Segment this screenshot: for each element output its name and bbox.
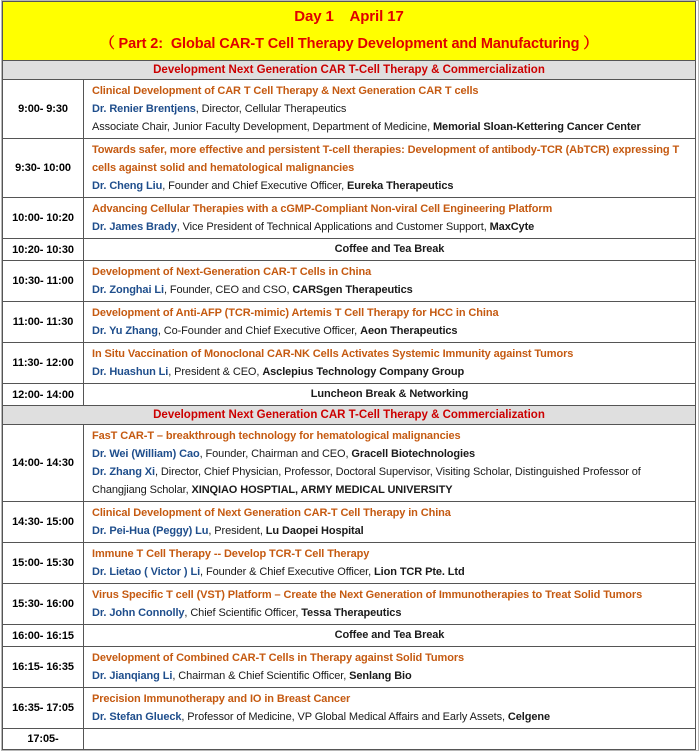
break-row xyxy=(3,239,696,261)
organization-name: Celgene xyxy=(507,711,551,723)
session-cell xyxy=(84,425,696,502)
organization-name: Senlang Bio xyxy=(349,670,412,682)
session-cell xyxy=(84,647,696,688)
break-label: Coffee and Tea Break xyxy=(84,239,696,261)
break-row xyxy=(3,625,696,647)
role-text: , Co-Founder and Chief Executive Officer, xyxy=(157,325,361,337)
session-title: In Situ Vaccination of Monoclonal CAR-NK Cells Activates Systemic Immunity against Tumors xyxy=(92,348,574,360)
section-row xyxy=(3,61,696,80)
organization-name: XINQIAO HOSPTIAL, ARMY MEDICAL UNIVERSITY xyxy=(191,484,453,496)
section-header-label: Development Next Generation CAR T-Cell Therapy & Commercialization xyxy=(3,61,696,80)
session-row xyxy=(3,688,696,729)
speaker-name: Dr. Zonghai Li xyxy=(92,284,164,296)
session-row xyxy=(3,543,696,584)
session-cell xyxy=(84,543,696,584)
speaker-line xyxy=(92,363,690,381)
speaker-name: Dr. Renier Brentjens xyxy=(92,103,196,115)
role-text: , Professor of Medicine, VP Global Medical Affairs and Early Assets, xyxy=(181,711,508,723)
speaker-line xyxy=(92,322,690,340)
session-cell xyxy=(84,343,696,384)
role-text: , Director, Chief Physician, Professor, Doctoral Supervisor, Visiting Scholar, Distinguished Professor of Changjiang Scholar, xyxy=(92,466,641,496)
time-cell: 9:30- 10:00 xyxy=(3,139,84,198)
page-root xyxy=(1,0,699,751)
speaker-name: Dr. James Brady xyxy=(92,221,177,233)
time-cell: 16:15- 16:35 xyxy=(3,647,84,688)
banner-cell xyxy=(3,2,696,61)
session-title: Development of Combined CAR-T Cells in Therapy against Solid Tumors xyxy=(92,652,465,664)
role-text: , Chief Scientific Officer, xyxy=(184,607,302,619)
speaker-name: Dr. John Connolly xyxy=(92,607,185,619)
role-text: , Founder & Chief Executive Officer, xyxy=(200,566,375,578)
section-row xyxy=(3,406,696,425)
role-text: Associate Chair, Junior Faculty Development, Department of Medicine, xyxy=(92,121,433,133)
session-row xyxy=(3,80,696,139)
speaker-line xyxy=(92,100,690,118)
time-cell: 10:20- 10:30 xyxy=(3,239,84,261)
session-row xyxy=(3,302,696,343)
session-title: Clinical Development of CAR T Cell Therapy & Next Generation CAR T cells xyxy=(92,85,479,97)
session-cell xyxy=(84,502,696,543)
time-cell: 11:00- 11:30 xyxy=(3,302,84,343)
time-cell: 14:30- 15:00 xyxy=(3,502,84,543)
organization-name: Tessa Therapeutics xyxy=(301,607,402,619)
session-row xyxy=(3,261,696,302)
role-text: , Founder, CEO and CSO, xyxy=(163,284,293,296)
role-text: , Founder and Chief Executive Officer, xyxy=(162,180,348,192)
speaker-line xyxy=(92,281,690,299)
time-cell: 14:00- 14:30 xyxy=(3,425,84,502)
session-cell xyxy=(84,261,696,302)
session-title: FasT CAR-T – breakthrough technology for hematological malignancies xyxy=(92,430,461,442)
session-row xyxy=(3,647,696,688)
schedule-table xyxy=(2,1,696,750)
speaker-name: Dr. Huashun Li xyxy=(92,366,169,378)
organization-name: Aeon Therapeutics xyxy=(360,325,458,337)
session-title: Precision Immunotherapy and IO in Breast Cancer xyxy=(92,693,351,705)
banner-subtitle: （ Part 2: Global CAR-T Cell Therapy Development and Manufacturing ） xyxy=(100,36,598,52)
session-title: Immune T Cell Therapy -- Develop TCR-T Cell Therapy xyxy=(92,548,370,560)
role-text: , Chairman & Chief Scientific Officer, xyxy=(172,670,350,682)
time-cell: 10:30- 11:00 xyxy=(3,261,84,302)
organization-name: Lion TCR Pte. Ltd xyxy=(374,566,465,578)
speaker-line xyxy=(92,118,690,136)
organization-name: Asclepius Technology Company Group xyxy=(262,366,465,378)
section-header-label: Development Next Generation CAR T-Cell Therapy & Commercialization xyxy=(3,406,696,425)
session-cell xyxy=(84,139,696,198)
session-title: Clinical Development of Next Generation CAR-T Cell Therapy in China xyxy=(92,507,451,519)
time-cell: 16:00- 16:15 xyxy=(3,625,84,647)
session-row xyxy=(3,139,696,198)
role-text: , President, xyxy=(208,525,266,537)
session-row xyxy=(3,502,696,543)
organization-name: MaxCyte xyxy=(489,221,535,233)
banner-row xyxy=(3,2,696,61)
speaker-name: Dr. Pei-Hua (Peggy) Lu xyxy=(92,525,209,537)
speaker-line xyxy=(92,522,690,540)
empty-row xyxy=(3,729,696,750)
time-cell: 9:00- 9:30 xyxy=(3,80,84,139)
session-row xyxy=(3,343,696,384)
speaker-line xyxy=(92,604,690,622)
session-title: Development of Next-Generation CAR-T Cells in China xyxy=(92,266,372,278)
organization-name: Eureka Therapeutics xyxy=(347,180,454,192)
time-cell: 11:30- 12:00 xyxy=(3,343,84,384)
time-cell: 10:00- 10:20 xyxy=(3,198,84,239)
banner-title: Day 1 April 17 xyxy=(294,8,404,25)
time-cell: 15:00- 15:30 xyxy=(3,543,84,584)
schedule-body xyxy=(3,2,696,750)
organization-name: Lu Daopei Hospital xyxy=(265,525,364,537)
speaker-line xyxy=(92,708,690,726)
organization-name: Gracell Biotechnologies xyxy=(351,448,476,460)
speaker-line xyxy=(92,218,690,236)
session-title: Virus Specific T cell (VST) Platform – Create the Next Generation of Immunotherapies to Treat Solid Tumors xyxy=(92,589,643,601)
speaker-name: Dr. Cheng Liu xyxy=(92,180,163,192)
speaker-line xyxy=(92,463,690,499)
speaker-line xyxy=(92,445,690,463)
session-title: Advancing Cellular Therapies with a cGMP-Compliant Non-viral Cell Engineering Platform xyxy=(92,203,553,215)
session-row xyxy=(3,425,696,502)
break-label: Luncheon Break & Networking xyxy=(84,384,696,406)
speaker-name: Dr. Zhang Xi xyxy=(92,466,155,478)
speaker-name: Dr. Jianqiang Li xyxy=(92,670,173,682)
session-row xyxy=(3,198,696,239)
speaker-line xyxy=(92,667,690,685)
role-text: , Founder, Chairman and CEO, xyxy=(199,448,352,460)
time-cell: 15:30- 16:00 xyxy=(3,584,84,625)
session-title: Development of Anti-AFP (TCR-mimic) Artemis T Cell Therapy for HCC in China xyxy=(92,307,499,319)
speaker-name: Dr. Stefan Glueck xyxy=(92,711,182,723)
role-text: , President & CEO, xyxy=(168,366,263,378)
break-label: Coffee and Tea Break xyxy=(84,625,696,647)
session-cell xyxy=(84,302,696,343)
organization-name: CARSgen Therapeutics xyxy=(292,284,413,296)
role-text: , Director, Cellular Therapeutics xyxy=(195,103,347,115)
session-cell xyxy=(84,198,696,239)
time-cell: 17:05- xyxy=(3,729,84,750)
session-title: Towards safer, more effective and persistent T-cell therapies: Development of antibody-TCR (AbTCR) expressing T cells against solid and hematological malignancies xyxy=(92,144,680,174)
speaker-name: Dr. Wei (William) Cao xyxy=(92,448,200,460)
break-row xyxy=(3,384,696,406)
time-cell: 16:35- 17:05 xyxy=(3,688,84,729)
speaker-name: Dr. Lietao ( Victor ) Li xyxy=(92,566,201,578)
organization-name: Memorial Sloan-Kettering Cancer Center xyxy=(432,121,641,133)
session-cell xyxy=(84,80,696,139)
time-cell: 12:00- 14:00 xyxy=(3,384,84,406)
session-cell xyxy=(84,584,696,625)
session-row xyxy=(3,584,696,625)
speaker-line xyxy=(92,563,690,581)
speaker-name: Dr. Yu Zhang xyxy=(92,325,158,337)
role-text: , Vice President of Technical Applications and Customer Support, xyxy=(176,221,490,233)
empty-cell xyxy=(84,729,696,750)
speaker-line xyxy=(92,177,690,195)
session-cell xyxy=(84,688,696,729)
